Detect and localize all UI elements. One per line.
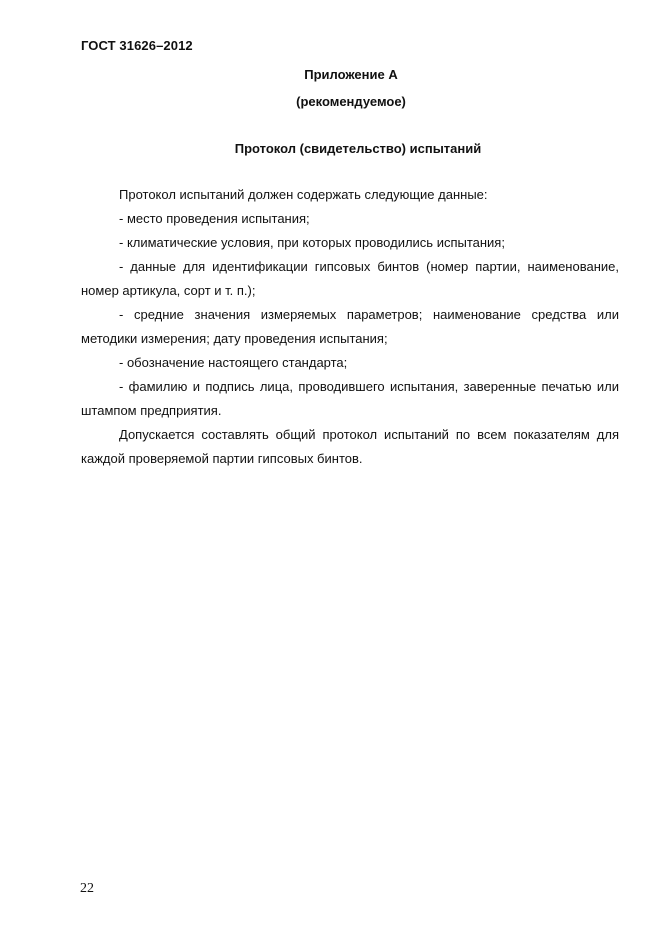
list-item-standard: - обозначение настоящего стандарта; xyxy=(119,355,348,370)
appendix-title: Приложение А xyxy=(304,67,398,82)
list-item-signature: - фамилию и подпись лица, проводившего испытания, заверенные печатью или штампом предприятия. xyxy=(81,379,619,418)
list-item-identification: - данные для идентификации гипсовых бинтов (номер партии, наименование, номер артикула, сорт и т. п.); xyxy=(81,259,619,298)
list-item-measurements: - средние значения измеряемых параметров; наименование средства или методики измерения; дату проведения испытания; xyxy=(81,307,619,346)
list-item-place: - место проведения испытания; xyxy=(119,211,310,226)
list-item-climate: - климатические условия, при которых проводились испытания; xyxy=(119,235,505,250)
paragraph-intro: Протокол испытаний должен содержать следующие данные: xyxy=(119,187,488,202)
page-number: 22 xyxy=(80,881,94,896)
paragraph-general-protocol: Допускается составлять общий протокол испытаний по всем показателям для каждой проверяемой партии гипсовых бинтов. xyxy=(81,427,619,466)
section-title: Протокол (свидетельство) испытаний xyxy=(234,141,482,156)
document-id: ГОСТ 31626–2012 xyxy=(81,38,193,53)
appendix-status: (рекомендуемое) xyxy=(296,94,406,109)
body-text xyxy=(81,183,619,471)
